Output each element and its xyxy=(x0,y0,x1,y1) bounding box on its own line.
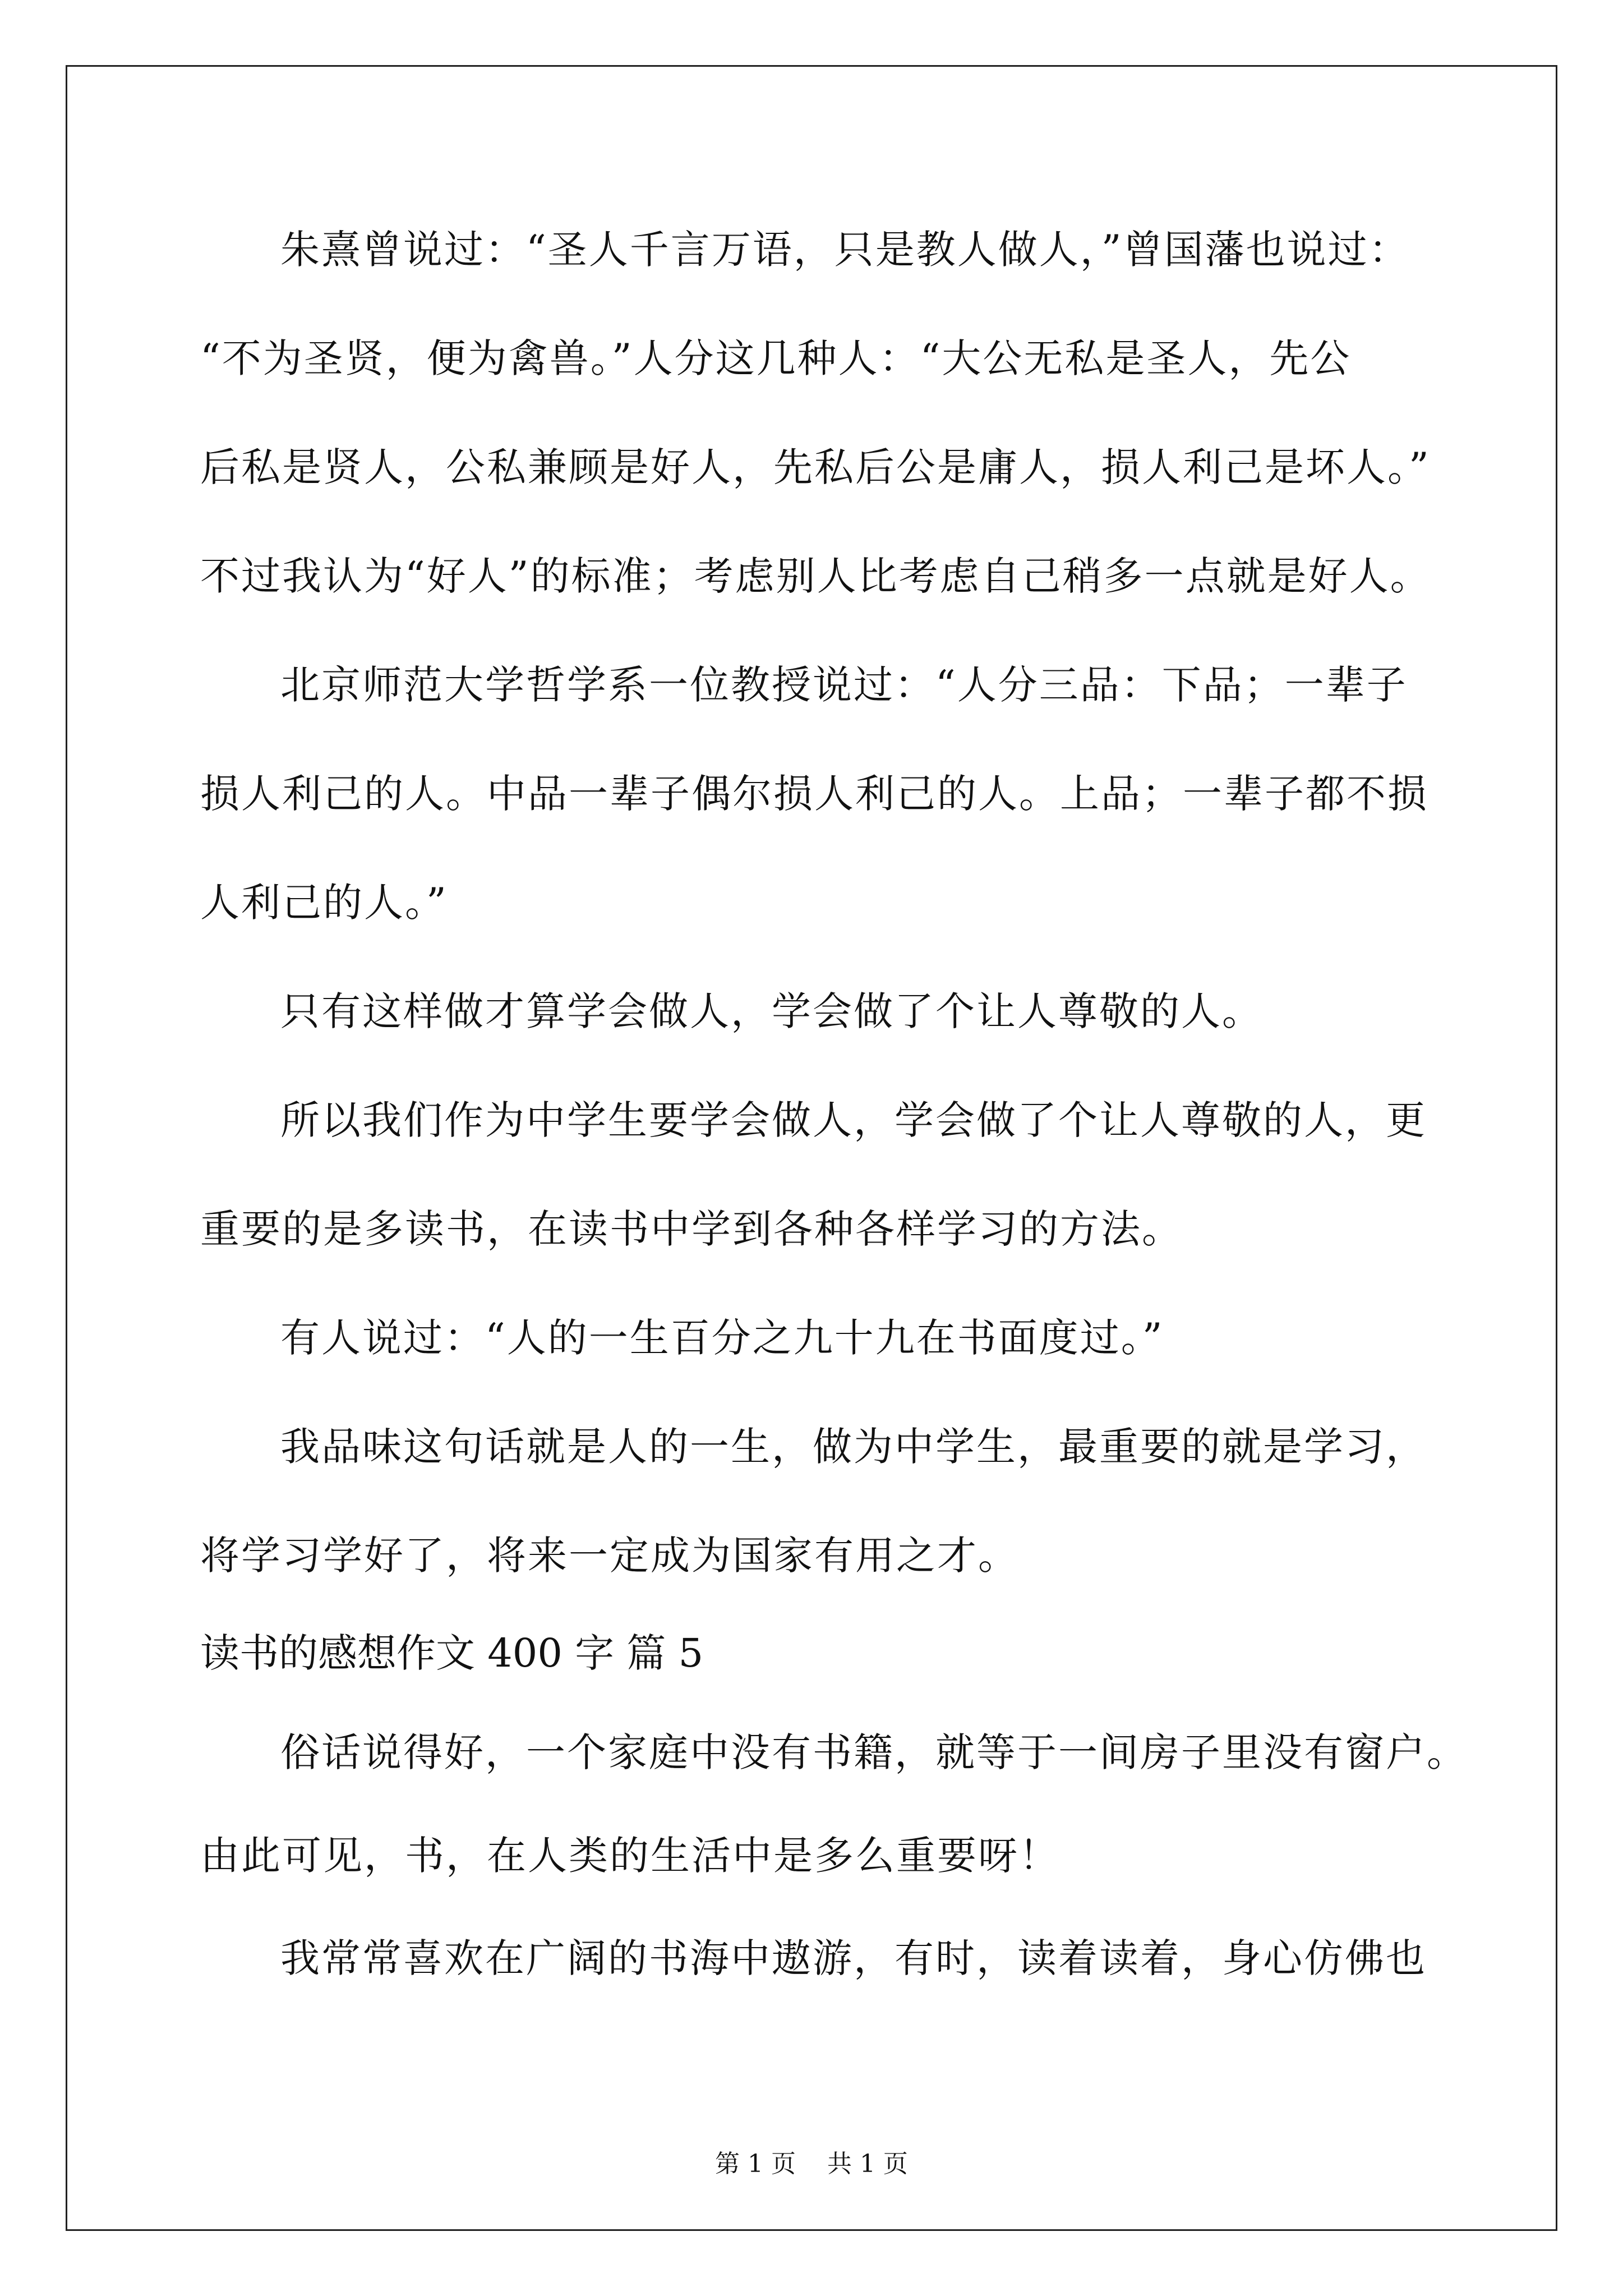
text-line: 俗话说得好，一个家庭中没有书籍，就等于一间房子里没有窗户。 xyxy=(280,1729,1468,1775)
text-line: 只有这样做才算学会做人，学会做了个让人尊敬的人。 xyxy=(280,988,1263,1034)
text-line: 由此可见，书，在人类的生活中是多么重要呀！ xyxy=(200,1833,1060,1879)
text-line: 人利己的人。” xyxy=(200,880,448,926)
text-line: 重要的是多读书，在读书中学到各种各样学习的方法。 xyxy=(200,1206,1183,1252)
text-line: 北京师范大学哲学系一位教授说过：“人分三品：下品；一辈子 xyxy=(280,662,1408,708)
text-line: “不为圣贤，便为禽兽。”人分这几种人：“大公无私是圣人，先公 xyxy=(200,335,1352,381)
text-line: 有人说过：“人的一生百分之九十九在书面度过。” xyxy=(280,1315,1164,1361)
section-heading: 读书的感想作文 400 字 篇 5 xyxy=(200,1630,704,1676)
text-line: 我品味这句话就是人的一生，做为中学生，最重要的就是学习， xyxy=(280,1424,1427,1470)
text-line: 不过我认为“好人”的标准；考虑别人比考虑自己稍多一点就是好人。 xyxy=(200,553,1431,599)
page-footer: 第 1 页 共 1 页 xyxy=(715,2150,908,2178)
text-line: 所以我们作为中学生要学会做人，学会做了个让人尊敬的人，更 xyxy=(280,1097,1427,1143)
text-line: 朱熹曾说过：“圣人千言万语，只是教人做人，”曾国藩也说过： xyxy=(280,227,1410,273)
text-line: 损人利己的人。中品一辈子偶尔损人利己的人。上品；一辈子都不损 xyxy=(200,771,1428,817)
page-border xyxy=(66,65,1557,2231)
text-line: 将学习学好了，将来一定成为国家有用之才。 xyxy=(200,1533,1019,1579)
text-line: 我常常喜欢在广阔的书海中遨游，有时，读着读着，身心仿佛也 xyxy=(280,1935,1427,1981)
text-line: 后私是贤人，公私兼顾是好人，先私后公是庸人，损人利己是坏人。” xyxy=(200,444,1431,490)
